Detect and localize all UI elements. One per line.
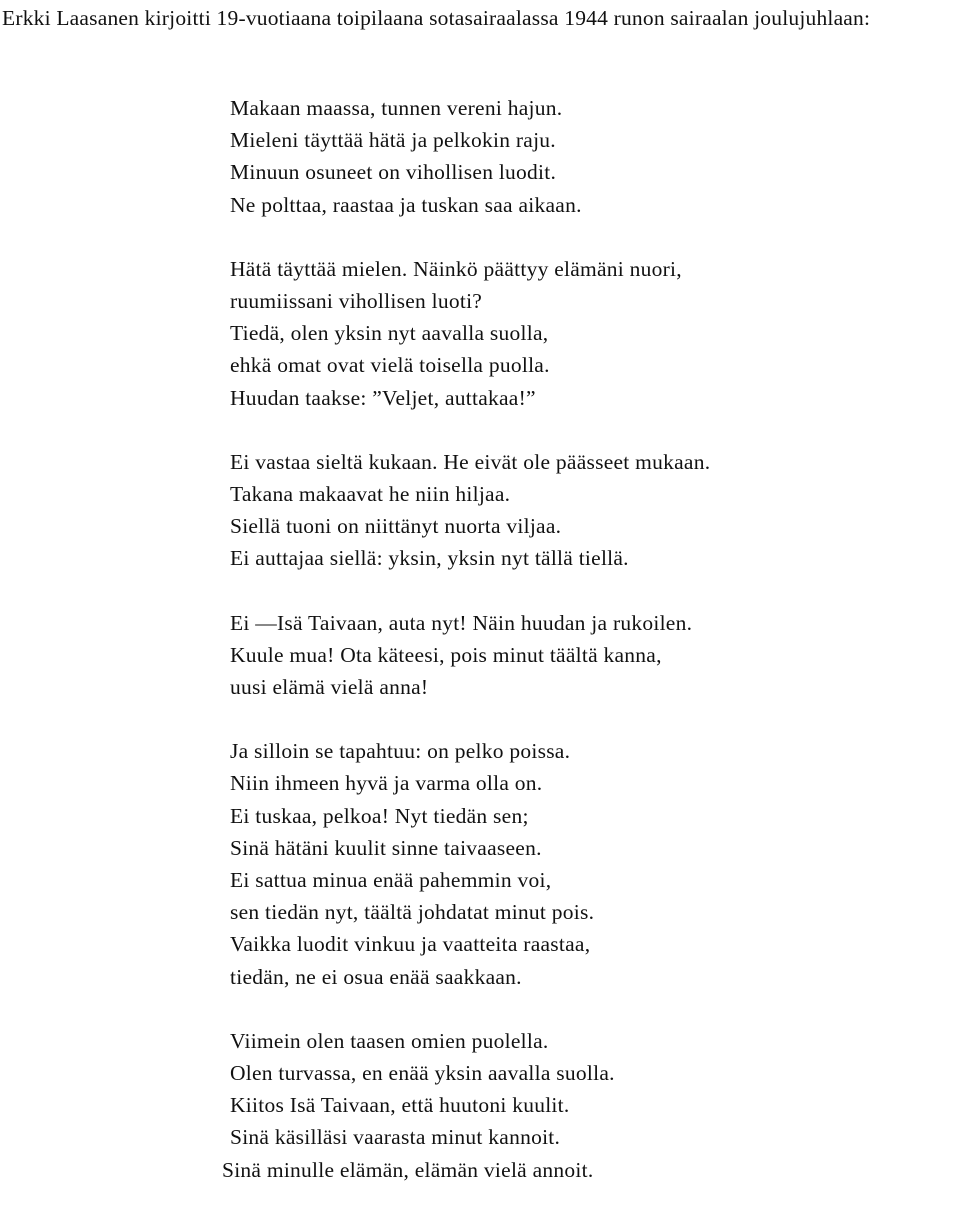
poem-line: Sinä minulle elämän, elämän vielä annoit.: [222, 1157, 594, 1182]
poem-line: ehkä omat ovat vielä toisella puolla.: [230, 353, 550, 378]
poem-line: Siellä tuoni on niittänyt nuorta viljaa.: [230, 514, 562, 539]
poem-line: Takana makaavat he niin hiljaa.: [230, 482, 511, 507]
poem-line: Niin ihmeen hyvä ja varma olla on.: [230, 771, 543, 796]
poem-line: Viimein olen taasen omien puolella.: [230, 1028, 549, 1053]
poem-line: tiedän, ne ei osua enää saakkaan.: [230, 964, 522, 989]
poem-line: Kiitos Isä Taivaan, että huutoni kuulit.: [230, 1093, 570, 1118]
poem-line: Tiedä, olen yksin nyt aavalla suolla,: [230, 321, 549, 346]
poem-line: Makaan maassa, tunnen vereni hajun.: [230, 96, 563, 120]
stanza: [222, 1025, 950, 1186]
poem-line: Mieleni täyttää hätä ja pelkokin raju.: [230, 128, 556, 153]
poem-line: Ne polttaa, raastaa ja tuskan saa aikaan.: [230, 192, 582, 217]
poem: [222, 92, 950, 1218]
poem-line: Olen turvassa, en enää yksin aavalla suolla.: [230, 1061, 615, 1086]
poem-line: Sinä hätäni kuulit sinne taivaaseen.: [230, 835, 542, 860]
poem-line: Ei —Isä Taivaan, auta nyt! Näin huudan ja rukoilen.: [230, 610, 693, 635]
poem-line: Minuun osuneet on vihollisen luodit.: [230, 160, 557, 185]
stanza: [230, 735, 950, 993]
poem-line: Kuule mua! Ota käteesi, pois minut täältä kanna,: [230, 642, 662, 667]
poem-line: Ei tuskaa, pelkoa! Nyt tiedän sen;: [230, 803, 529, 828]
poem-line: uusi elämä vielä anna!: [230, 675, 429, 700]
poem-line: Ei auttajaa siellä: yksin, yksin nyt tällä tiellä.: [230, 546, 629, 571]
poem-line: Ja silloin se tapahtuu: on pelko poissa.: [230, 739, 571, 764]
poem-line: sen tiedän nyt, täältä johdatat minut pois.: [230, 900, 595, 925]
poem-line: Sinä käsilläsi vaarasta minut kannoit.: [230, 1125, 561, 1150]
intro-paragraph: Erkki Laasanen kirjoitti 19-vuotiaana toipilaana sotasairaalassa 1944 runon sairaalan joulujuhlaan:: [2, 6, 871, 30]
poem-line: Hätä täyttää mielen. Näinkö päättyy elämäni nuori,: [230, 256, 682, 281]
stanza: [230, 607, 950, 704]
poem-line: Huudan taakse: ”Veljet, auttakaa!”: [230, 385, 536, 410]
stanza: [230, 446, 950, 575]
poem-line: Ei sattua minua enää pahemmin voi,: [230, 868, 552, 893]
stanza: [230, 92, 950, 221]
poem-line: ruumiissani vihollisen luoti?: [230, 289, 483, 314]
poem-line: Ei vastaa sieltä kukaan. He eivät ole päässeet mukaan.: [230, 449, 711, 474]
poem-line: Vaikka luodit vinkuu ja vaatteita raastaa,: [230, 932, 591, 957]
stanza: [230, 253, 950, 414]
